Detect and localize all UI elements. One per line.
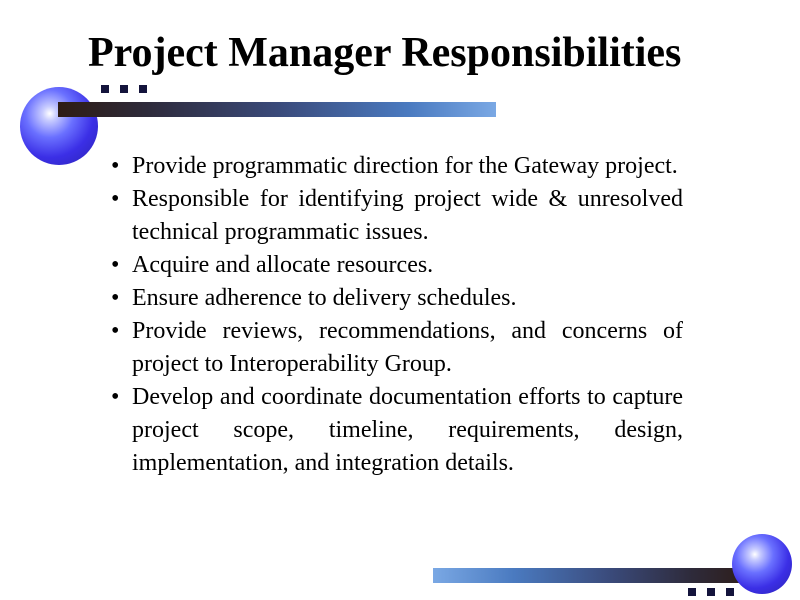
bullet-item (111, 315, 683, 381)
dot (101, 85, 109, 93)
bullet-item (111, 183, 683, 249)
bullet-text: Responsible for identifying project wide & unresolved technical programmatic issues. (132, 186, 683, 245)
bullet-icon: • (111, 285, 120, 311)
gradient-bar-bottom (433, 568, 757, 583)
bullet-text: Provide programmatic direction for the Gateway project. (132, 153, 678, 179)
bullet-text: Acquire and allocate resources. (132, 252, 434, 278)
gradient-bar-top (58, 102, 496, 117)
bullet-item (111, 249, 683, 282)
bullet-icon: • (111, 318, 120, 344)
bullet-icon: • (111, 186, 120, 212)
bullet-icon: • (111, 384, 120, 410)
dot (688, 588, 696, 596)
orb-decoration-top (20, 87, 98, 165)
dot (139, 85, 147, 93)
bullet-item (111, 150, 683, 183)
slide-title: Project Manager Responsibilities (88, 30, 682, 76)
bullet-text: Provide reviews, recommendations, and concerns of project to Interoperability Group. (132, 318, 683, 377)
bullet-icon: • (111, 153, 120, 179)
bullet-item (111, 381, 683, 480)
orb-decoration-bottom (732, 534, 792, 594)
bullet-text: Ensure adherence to delivery schedules. (132, 285, 517, 311)
bullet-item (111, 282, 683, 315)
dot (120, 85, 128, 93)
bullet-list (111, 150, 683, 480)
dot (726, 588, 734, 596)
dots-decoration-top (101, 85, 147, 93)
dot (707, 588, 715, 596)
bullet-text: Develop and coordinate documentation efforts to capture project scope, timeline, requirements, design, implementation, and integration details. (132, 384, 683, 476)
dots-decoration-bottom (688, 588, 734, 596)
bullet-icon: • (111, 252, 120, 278)
